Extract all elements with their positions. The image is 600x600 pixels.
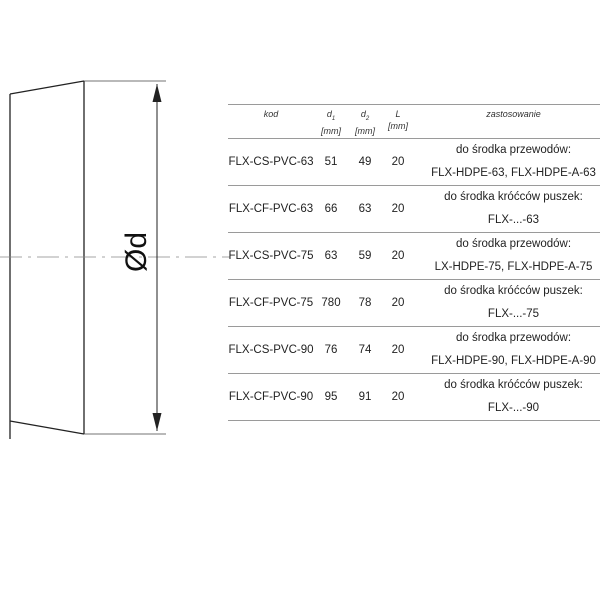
use-line-1: do środka przewodów: bbox=[455, 332, 572, 344]
use-line-2: FLX-...-75 bbox=[487, 308, 540, 320]
cell-zastosowanie bbox=[414, 233, 600, 280]
cell-l: 20 bbox=[391, 250, 405, 262]
cell-d2: 63 bbox=[358, 203, 372, 215]
arrow-down-icon bbox=[153, 413, 162, 431]
header-l: L [mm] bbox=[388, 109, 408, 131]
table-row bbox=[228, 280, 600, 327]
cell-zastosowanie bbox=[414, 374, 600, 421]
use-line-1: do środka króćców puszek: bbox=[444, 285, 583, 297]
use-line-2: LX-HDPE-75, FLX-HDPE-A-75 bbox=[434, 261, 593, 273]
dimension-line bbox=[153, 84, 162, 431]
cell-l: 20 bbox=[391, 297, 405, 309]
use-line-1: do środka króćców puszek: bbox=[444, 191, 583, 203]
cell-d1: 63 bbox=[324, 250, 338, 262]
cell-kod: FLX-CF-PVC-90 bbox=[228, 391, 314, 403]
cell-zastosowanie bbox=[414, 139, 600, 186]
outline-bottom-edge bbox=[10, 421, 84, 434]
cell-d1: 76 bbox=[324, 344, 338, 356]
outline-top-edge bbox=[10, 81, 84, 94]
table-header-row bbox=[228, 105, 600, 139]
table-row bbox=[228, 186, 600, 233]
cell-d2: 74 bbox=[358, 344, 372, 356]
cell-l: 20 bbox=[391, 344, 405, 356]
diameter-label: Ød bbox=[119, 231, 153, 273]
use-line-1: do środka przewodów: bbox=[455, 144, 572, 156]
cell-d2: 78 bbox=[358, 297, 372, 309]
header-kod: kod bbox=[263, 109, 279, 119]
use-line-1: do środka przewodów: bbox=[455, 238, 572, 250]
table-row bbox=[228, 374, 600, 421]
arrow-up-icon bbox=[153, 84, 162, 102]
cell-kod: FLX-CS-PVC-63 bbox=[228, 156, 314, 168]
header-d1: $d_1$ [mm] bbox=[321, 109, 341, 136]
cell-kod: FLX-CS-PVC-75 bbox=[228, 250, 314, 262]
cell-zastosowanie bbox=[414, 186, 600, 233]
cell-zastosowanie bbox=[414, 327, 600, 374]
use-line-2: FLX-HDPE-63, FLX-HDPE-A-63 bbox=[431, 167, 596, 179]
specification-table bbox=[228, 104, 600, 421]
header-d2: $d_2$ [mm] bbox=[355, 109, 375, 136]
cell-d1: 66 bbox=[324, 203, 338, 215]
cell-d2: 59 bbox=[358, 250, 372, 262]
cell-kod: FLX-CF-PVC-63 bbox=[228, 203, 314, 215]
cell-d2: 49 bbox=[358, 156, 372, 168]
table-row bbox=[228, 139, 600, 186]
table-row bbox=[228, 233, 600, 280]
cell-d2: 91 bbox=[358, 391, 372, 403]
use-line-1: do środka króćców puszek: bbox=[444, 379, 583, 391]
cell-zastosowanie bbox=[414, 280, 600, 327]
use-line-2: FLX-...-63 bbox=[487, 214, 540, 226]
cell-l: 20 bbox=[391, 156, 405, 168]
cell-l: 20 bbox=[391, 203, 405, 215]
cell-kod: FLX-CS-PVC-90 bbox=[228, 344, 314, 356]
use-line-2: FLX-...-90 bbox=[487, 402, 540, 414]
cell-l: 20 bbox=[391, 391, 405, 403]
part-outline bbox=[10, 81, 84, 439]
header-zastosowanie: zastosowanie bbox=[486, 109, 541, 119]
use-line-2: FLX-HDPE-90, FLX-HDPE-A-90 bbox=[431, 355, 596, 367]
cell-d1: 95 bbox=[324, 391, 338, 403]
table-row bbox=[228, 327, 600, 374]
cell-d1: 780 bbox=[321, 297, 341, 309]
cell-d1: 51 bbox=[324, 156, 338, 168]
cell-kod: FLX-CF-PVC-75 bbox=[228, 297, 314, 309]
